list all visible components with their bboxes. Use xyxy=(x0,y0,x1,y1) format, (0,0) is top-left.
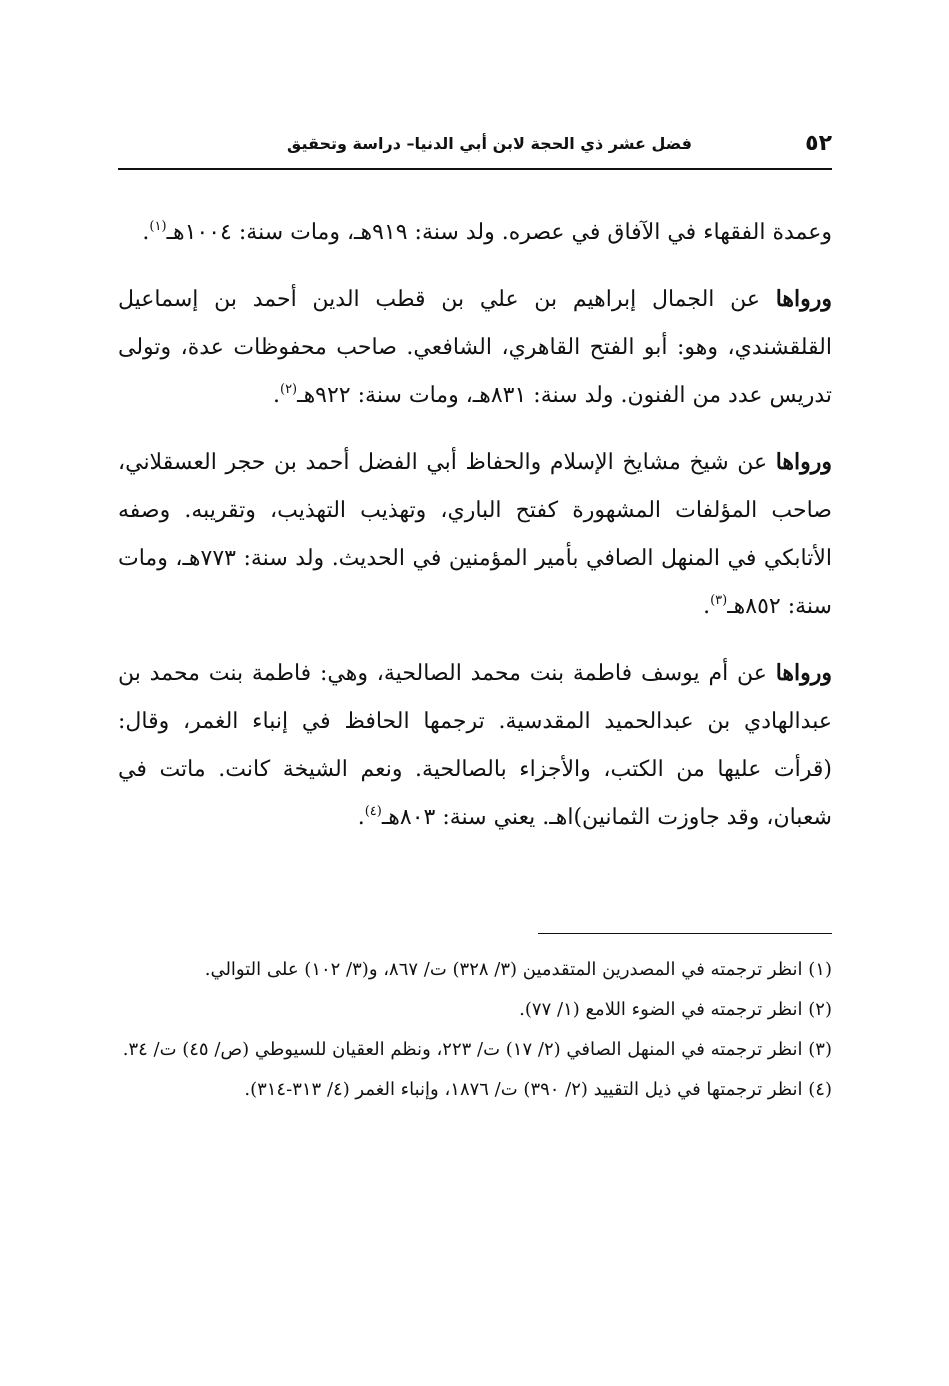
footnote: (٢) انظر ترجمته في الضوء اللامع (١/ ٧٧). xyxy=(519,999,832,1020)
footnotes xyxy=(118,950,832,1110)
footnote-reference: (١) xyxy=(149,219,167,234)
header-divider xyxy=(118,168,832,170)
footnote: (٣) انظر ترجمته في المنهل الصافي (٢/ ١٧) ت/ ٢٢٣، ونظم العقيان للسيوطي (ص/ ٤٥) ت/ ٣٤. xyxy=(122,1039,832,1060)
page-number: ٥٢ xyxy=(805,130,832,156)
paragraph-lead-word: ورواها xyxy=(775,660,832,686)
running-title: فضل عشر ذي الحجة لابن أبي الدنيا– دراسة وتحقيق xyxy=(287,133,692,153)
paragraph-text: عن أم يوسف فاطمة بنت محمد الصالحية، وهي: فاطمة بنت محمد بن عبدالهادي بن عبدالحميد المقدسية. ترجمها الحافظ في إنباء الغمر، وقال: (قرأت عليها من الكتب، والأجزاء بالصالحية. ونعم الشيخة كانت. ماتت في شعبان، وقد جاوزت الثمانين)اهـ. يعني سنة: ٨٠٣هـ xyxy=(118,661,832,830)
paragraph-text: عن شيخ مشايخ الإسلام والحفاظ أبي الفضل أحمد بن حجر العسقلاني، صاحب المؤلفات المشهورة كفتح الباري، وتهذيب التهذيب، وتقريبه. وصفه الأتابكي في المنهل الصافي بأمير المؤمنين في الحديث. ولد سنة: ٧٧٣هـ، ومات سنة: ٨٥٢هـ xyxy=(118,450,832,619)
paragraph-lead-word: ورواها xyxy=(775,449,832,475)
page-header xyxy=(118,126,832,160)
paragraph xyxy=(118,649,832,842)
footnote-reference: (٣) xyxy=(710,593,728,608)
footnote-reference: (٢) xyxy=(279,382,298,397)
main-text xyxy=(118,208,832,860)
paragraph-end: . xyxy=(703,594,711,619)
paragraph-text: وعمدة الفقهاء في الآفاق في عصره. ولد سنة: ٩١٩هـ، ومات سنة: ١٠٠٤هـ xyxy=(166,220,832,245)
paragraph-end: . xyxy=(357,805,365,830)
paragraph-end: . xyxy=(142,220,150,245)
paragraph xyxy=(118,438,832,631)
paragraph xyxy=(118,275,832,420)
paragraph-lead-word: ورواها xyxy=(775,286,832,312)
footnote: (٤) انظر ترجمتها في ذيل التقييد (٢/ ٣٩٠) ت/ ١٨٧٦، وإنباء الغمر (٤/ ٣١٣-٣١٤). xyxy=(244,1079,832,1100)
footnote-divider xyxy=(538,933,832,934)
paragraph-text: عن الجمال إبراهيم بن علي بن قطب الدين أحمد بن إسماعيل القلقشندي، وهو: أبو الفتح القاهري، الشافعي. صاحب محفوظات عدة، وتولى تدريس عدد من الفنون. ولد سنة: ٨٣١هـ، ومات سنة: ٩٢٢هـ xyxy=(118,287,832,408)
paragraph-end: . xyxy=(272,383,280,408)
paragraph xyxy=(118,208,832,257)
footnote-reference: (٤) xyxy=(364,804,382,819)
footnote: (١) انظر ترجمته في المصدرين المتقدمين (٣/ ٣٢٨) ت/ ٨٦٧، و(٣/ ١٠٢) على التوالي. xyxy=(204,959,832,980)
